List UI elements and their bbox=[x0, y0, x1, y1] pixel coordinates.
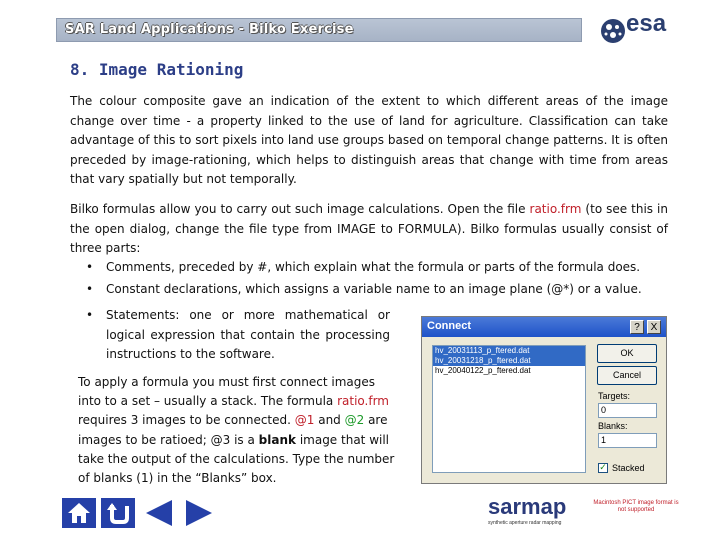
paragraph-formulas bbox=[70, 200, 668, 259]
paragraph-connect-text-1: To apply a formula you must first connect images into to a set – usually a stack. The formula bbox=[78, 375, 376, 409]
cancel-button[interactable]: Cancel bbox=[597, 366, 657, 385]
file-list-item[interactable]: hv_20031113_p_ftered.dat bbox=[433, 346, 585, 356]
paragraph-formulas-text-1: Bilko formulas allow you to carry out such image calculations. Open the file bbox=[70, 202, 530, 216]
stacked-label: Stacked bbox=[612, 463, 645, 473]
file-list-item[interactable]: hv_20031218_p_ftered.dat bbox=[433, 356, 585, 366]
targets-label: Targets: bbox=[598, 391, 631, 401]
connect-dialog bbox=[421, 316, 667, 484]
file-link-ratio-frm[interactable]: ratio.frm bbox=[529, 202, 582, 216]
bullet-dot-1: • bbox=[86, 260, 94, 274]
paragraph-intro: The colour composite gave an indication of the extent to which different areas of the image change over time - a property linked to the use of land for agriculture. Classification can take advantage of this to sort pixels into land use groups based on temporal change patterns. It is often preceded by image-rationing, which helps to distinguish areas that change with time from areas that vary spatially but not temporally. bbox=[70, 94, 668, 186]
dialog-help-button[interactable]: ? bbox=[630, 320, 644, 334]
esa-globe-icon bbox=[598, 16, 628, 46]
variable-at1: @1 bbox=[294, 413, 315, 428]
stacked-checkbox[interactable]: ✓ bbox=[599, 463, 607, 473]
paragraph-connect-text-5: image that will take the output of the calculations. Type the number of blanks (1) in the “Blanks” box. bbox=[78, 432, 395, 486]
blanks-input[interactable]: 1 bbox=[598, 433, 657, 448]
bullet-statements: Statements: one or more mathematical or logical expression that contain the processing instructions to the software. bbox=[106, 308, 390, 361]
next-button[interactable] bbox=[182, 498, 216, 528]
targets-input[interactable]: 0 bbox=[598, 403, 657, 418]
return-button[interactable] bbox=[101, 498, 135, 528]
sarmap-logo-text: sarmap bbox=[488, 494, 567, 519]
paragraph-connect-text-3: and bbox=[314, 413, 345, 428]
return-icon bbox=[101, 498, 135, 528]
home-button[interactable] bbox=[62, 498, 96, 528]
paragraph-connect bbox=[78, 373, 396, 488]
paragraph-connect-text-2: requires 3 images to be connected. bbox=[78, 413, 295, 428]
home-icon bbox=[62, 498, 96, 528]
blank-keyword: blank bbox=[258, 432, 296, 447]
header-bar bbox=[56, 18, 582, 42]
bullet-dot-2: • bbox=[86, 282, 94, 296]
file-link-ratio-frm-2[interactable]: ratio.frm bbox=[337, 394, 389, 409]
dialog-close-button[interactable]: X bbox=[647, 320, 661, 334]
file-list[interactable] bbox=[432, 345, 586, 473]
paragraph-formulas-text-2: (to see this in the open dialog, change the file type from IMAGE to FORMULA). Bilko formulas usually consist of three parts: bbox=[70, 202, 668, 255]
sarmap-logo bbox=[484, 494, 580, 528]
dialog-title: Connect bbox=[427, 320, 471, 332]
next-icon bbox=[182, 498, 216, 528]
previous-icon bbox=[142, 498, 176, 528]
variable-at2: @2 bbox=[344, 413, 365, 428]
previous-button[interactable] bbox=[142, 498, 176, 528]
unsupported-image-placeholder: Macintosh PICT image format is not supported bbox=[593, 500, 679, 513]
paragraph-connect-text-4: are images to be ratioed; @3 is a bbox=[78, 413, 388, 447]
bullet-dot-3: • bbox=[86, 308, 94, 322]
section-title: 8. Image Rationing bbox=[70, 60, 244, 79]
bullet-comments: Comments, preceded by #, which explain what the formula or parts of the formula does. bbox=[106, 260, 641, 274]
esa-logo-text: esa bbox=[626, 10, 667, 37]
ok-button[interactable]: OK bbox=[597, 344, 657, 363]
blanks-label: Blanks: bbox=[598, 421, 628, 431]
sarmap-tagline: synthetic aperture radar mapping bbox=[488, 520, 562, 526]
bullet-constants: Constant declarations, which assigns a variable name to an image plane (@*) or a value. bbox=[106, 282, 642, 296]
file-list-item[interactable]: hv_20040122_p_ftered.dat bbox=[435, 366, 531, 375]
dialog-titlebar[interactable] bbox=[422, 317, 666, 337]
header-title: SAR Land Applications - Bilko Exercise bbox=[65, 22, 354, 37]
